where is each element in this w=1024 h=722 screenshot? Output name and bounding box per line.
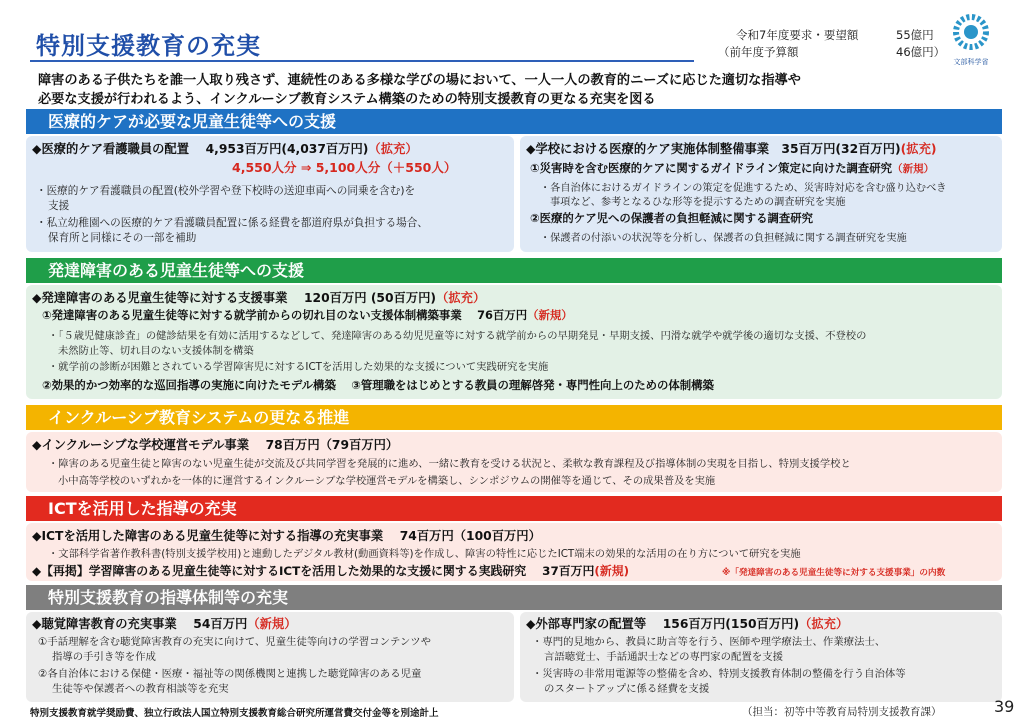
- mext-logo: [950, 12, 992, 64]
- developmental-bullet-1b: 未然防止等、切れ目のない支援体制を構築: [58, 345, 254, 357]
- system-right-tag: （拡充）: [799, 617, 849, 631]
- budget-request-label: 令和7年度要求・要望額: [736, 28, 859, 42]
- system-left-item-2a: ②各自治体における保健・医療・福祉等の関係機関と連携した聴覚障害のある児童: [38, 668, 422, 680]
- inclusive-head: ◆インクルーシブな学校運営モデル事業 78百万円（79百万円）: [32, 438, 399, 452]
- intro-line-1: 障害のある子供たちを誰一人取り残さず、連続性のある多様な学びの場において、一人一人の教育的ニーズに応じた適切な指導や: [38, 73, 801, 88]
- page-title: 特別支援教育の充実: [36, 32, 261, 60]
- developmental-sub-1: ①発達障害のある児童生徒等に対する就学前からの切れ目のない支援体制構築事業 76百万円: [42, 308, 528, 322]
- developmental-sub-1-tag: （新規）: [527, 308, 573, 322]
- system-right-bullet-1b: 言語聴覚士、手話通訳士などの専門家の配置を支援: [544, 651, 783, 663]
- medical-left-bullet-2b: 保育所と同様にその一部を補助: [48, 232, 197, 244]
- inclusive-panel: [26, 432, 1002, 492]
- medical-left-bullet-1b: 支援: [48, 200, 70, 212]
- section-band-ict: ICTを活用した指導の充実: [26, 496, 1002, 521]
- system-left-item-1b: 指導の手引き等を作成: [52, 651, 156, 663]
- title-underline: [30, 60, 694, 62]
- medical-left-panel: [26, 136, 514, 252]
- footer-contact: （担当：初等中等教育局特別支援教育課）: [742, 706, 942, 718]
- system-right-bullet-1a: ・専門的見地から、教員に助言等を行う、医師や理学療法士、作業療法士、: [532, 636, 886, 648]
- medical-left-tag: （拡充）: [368, 142, 418, 156]
- section-band-inclusive: インクルーシブ教育システムの更なる推進: [26, 405, 1002, 430]
- medical-left-bullet-2a: ・私立幼稚園への医療的ケア看護職員配置に係る経費を都道府県が負担する場合、: [36, 217, 428, 229]
- ict-head-2: ◆【再掲】学習障害のある児童生徒等に対するICTを活用した効果的な支援に関する実践研究 37百万円: [32, 564, 595, 578]
- page-number: 39: [994, 697, 1015, 716]
- developmental-bullet-1a: ・「５歳児健康診査」の健診結果を有効に活用するなどして、発達障害のある幼児児童等に対する就学前からの早期発見・早期支援、円滑な就学や就学後の適切な支援、不登校の: [48, 330, 867, 342]
- medical-right-panel: [520, 136, 1002, 252]
- developmental-sub-2-3: ②効果的かつ効率的な巡回指導の実施に向けたモデル構築 ③管理職をはじめとする教員の理解啓発・専門性向上のための体制構築: [42, 378, 714, 392]
- inclusive-bullet-1b: 小中高等学校のいずれかを一体的に運営するインクルーシブな学校運営モデルを構築し、シンポジウムの開催等を通じて、その成果普及を実施: [58, 475, 716, 487]
- medical-right-head: ◆学校における医療的ケア実施体制整備事業 35百万円(32百万円): [526, 142, 901, 156]
- ict-head-2-tag: (新規): [594, 564, 630, 578]
- system-right-panel: [520, 612, 1002, 702]
- section-band-system: 特別支援教育の指導体制等の充実: [26, 585, 1002, 610]
- budget-prev-label: （前年度予算額: [718, 45, 799, 59]
- footer-note: 特別支援教育就学奨励費、独立行政法人国立特別支援教育総合研究所運営費交付金等を別途計上: [30, 708, 439, 719]
- intro-line-2: 必要な支援が行われるよう、インクルーシブ教育システム構築のための特別支援教育の更なる充実を図る: [38, 92, 656, 107]
- mext-logo-icon: [951, 12, 991, 52]
- medical-right-tag: (拡充): [900, 142, 937, 156]
- budget-prev-value: 46億円）: [896, 45, 946, 59]
- ict-note: ※「発達障害のある児童生徒等に対する支援事業」の内数: [722, 568, 946, 578]
- developmental-panel: [26, 285, 1002, 399]
- developmental-head: ◆発達障害のある児童生徒等に対する支援事業 120百万円 (50百万円): [32, 291, 437, 305]
- ict-panel: [26, 523, 1002, 581]
- section-band-developmental: 発達障害のある児童生徒等への支援: [26, 258, 1002, 283]
- system-left-panel: [26, 612, 514, 702]
- system-right-head: ◆外部専門家の配置等 156百万円(150百万円): [526, 617, 800, 631]
- system-left-item-2b: 生徒等や保護者への教育相談等を充実: [52, 683, 229, 695]
- logo-caption: 文部科学省: [953, 58, 989, 66]
- system-left-tag: （新規）: [247, 617, 297, 631]
- medical-staff-count: 4,550人分 ⇒ 5,100人分（＋550人）: [232, 160, 457, 175]
- medical-right-sub-2: ②医療的ケア児への保護者の負担軽減に関する調査研究: [530, 211, 814, 225]
- medical-right-sub-1: ①災害時を含む医療的ケアに関するガイドライン策定に向けた調査研究: [530, 161, 893, 175]
- medical-right-bullet-1a: ・各自治体におけるガイドラインの策定を促進するため、災害時対応を含む盛り込むべき: [540, 183, 947, 194]
- inclusive-bullet-1a: ・障害のある児童生徒と障害のない児童生徒が交流及び共同学習を発展的に進め、一緒に教育を受ける状況と、柔軟な教育課程及び指導体制の実現を目指し、特別支援学校と: [48, 458, 851, 470]
- ict-bullet-1: ・文部科学省著作教科書(特別支援学校用)と連動したデジタル教材(動画資料等)を作成し、障害の特性に応じたICT端末の効果的な活用の在り方について研究を実施: [48, 548, 801, 560]
- medical-left-head: ◆医療的ケア看護職員の配置 4,953百万円(4,037百万円): [32, 142, 369, 156]
- budget-request-value: 55億円: [896, 28, 934, 42]
- medical-right-bullet-2: ・保護者の付添いの状況等を分析し、保護者の負担軽減に関する調査研究を実施: [540, 233, 907, 244]
- medical-right-sub-1-tag: （新規）: [892, 163, 935, 175]
- developmental-bullet-2: ・就学前の診断が困難とされている学習障害児に対するICTを活用した効果的な支援について実践研究を実施: [48, 361, 549, 373]
- system-left-item-1a: ①手話理解を含む聴覚障害教育の充実に向けて、児童生徒等向けの学習コンテンツや: [38, 636, 432, 648]
- system-right-bullet-2b: のスタートアップに係る経費を支援: [544, 683, 710, 695]
- system-right-bullet-2a: ・災害時の非常用電源等の整備を含め、特別支援教育体制の整備を行う自治体等: [532, 668, 906, 680]
- ict-head-1: ◆ICTを活用した障害のある児童生徒等に対する指導の充実事業 74百万円（100百万円）: [32, 529, 541, 543]
- section-band-medical: 医療的ケアが必要な児童生徒等への支援: [26, 109, 1002, 134]
- medical-right-bullet-1b: 事項など、参考となるひな形等を提示するための調査研究を実施: [550, 197, 846, 208]
- system-left-head: ◆聴覚障害教育の充実事業 54百万円: [32, 617, 248, 631]
- medical-left-bullet-1a: ・医療的ケア看護職員の配置(校外学習や登下校時の送迎車両への同乗を含む)を: [36, 185, 416, 197]
- developmental-tag: （拡充）: [436, 291, 486, 305]
